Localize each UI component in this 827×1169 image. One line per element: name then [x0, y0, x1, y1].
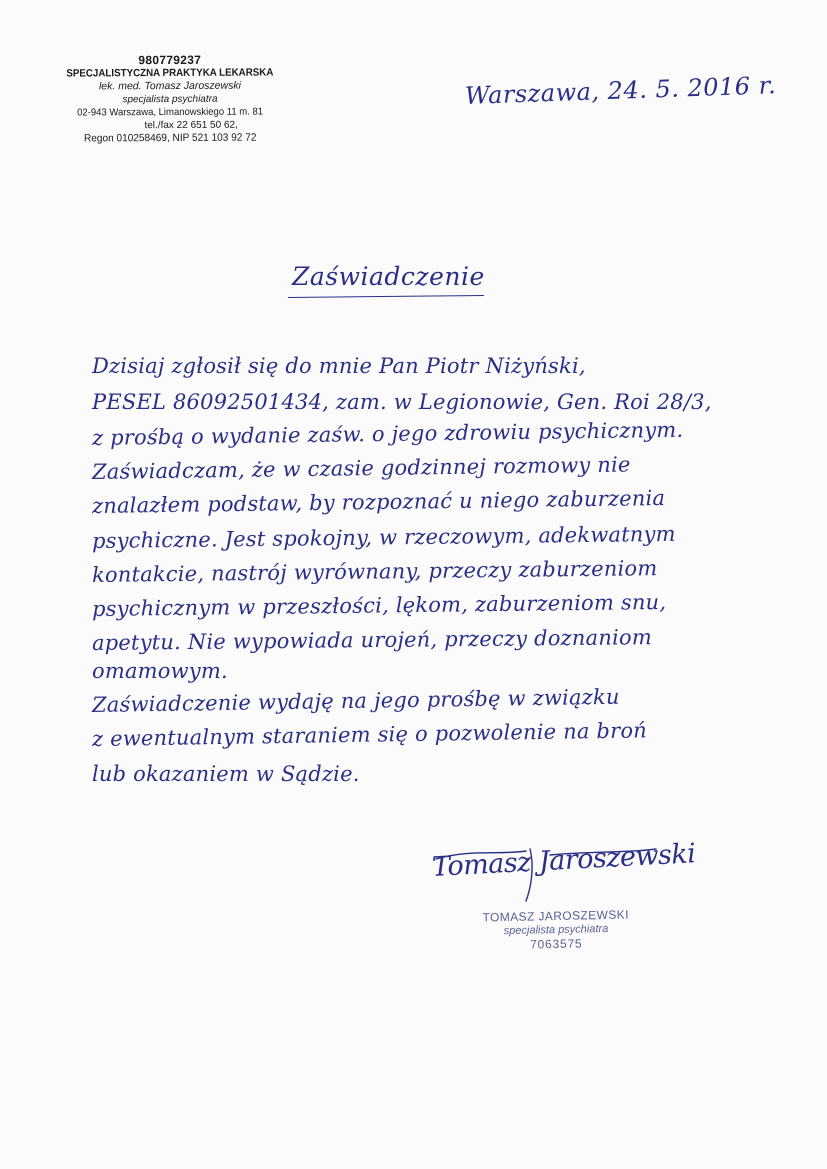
- body-line: omamowym.: [92, 659, 228, 683]
- body-line: PESEL 86092501434, zam. w Legionowie, Gen. Roi 28/3,: [92, 390, 712, 414]
- body-line: Zaświadczam, że w czasie godzinnej rozmowy nie: [91, 452, 631, 484]
- document-title: Zaświadczenie: [292, 262, 485, 291]
- body-line: z ewentualnym staraniem się o pozwolenie na broń: [91, 718, 648, 751]
- title-underline: [288, 295, 484, 298]
- body-line: psychicznym w przeszłości, lękom, zaburzeniom snu,: [91, 589, 667, 621]
- body-line: kontakcie, nastrój wyrównany, przeczy zaburzeniom: [91, 556, 658, 587]
- body-line: lub okazaniem w Sądzie.: [92, 762, 360, 786]
- practice-stamp: [54, 53, 286, 145]
- stamp-registry: Regon 010258469, NIP 521 103 92 72: [83, 131, 257, 145]
- stamp-doctor: lek. med. Tomasz Jaroszewski: [98, 79, 241, 93]
- body-line: Dzisiaj zgłosił się do mnie Pan Piotr Niżyński,: [92, 354, 586, 378]
- body-line: psychiczne. Jest spokojny, w rzeczowym, adekwatnym: [91, 521, 676, 553]
- signature-stamp-role: specjalista psychiatra: [503, 922, 609, 938]
- signature-stamp-name: TOMASZ JAROSZEWSKI: [482, 907, 629, 925]
- body-line: apetytu. Nie wypowiada urojeń, przeczy doznaniom: [91, 625, 653, 655]
- body-line: Zaświadczenie wydaję na jego prośbę w związku: [91, 684, 620, 717]
- stamp-practice-name: SPECJALISTYCZNA PRAKTYKA LEKARSKA: [66, 66, 274, 80]
- body-line: z prośbą o wydanie zaśw. o jego zdrowiu psychicznym.: [91, 417, 684, 450]
- stamp-address: 02-943 Warszawa, Limanowskiego 11 m. 81: [77, 106, 264, 119]
- body-line: znalazłem podstaw, by rozpoznać u niego zaburzenia: [91, 485, 666, 518]
- place-date: Warszawa, 24. 5. 2016 r.: [464, 71, 777, 110]
- stamp-specialty: specjalista psychiatra: [122, 93, 218, 106]
- signature-stamp-code: 7063575: [529, 936, 583, 952]
- stamp-phone: tel./fax 22 651 50 62,: [144, 119, 238, 132]
- signature: Tomasz Jaroszewski: [431, 838, 697, 883]
- stamp-id-number: 980779237: [138, 52, 202, 68]
- signature-stamp: [466, 907, 647, 953]
